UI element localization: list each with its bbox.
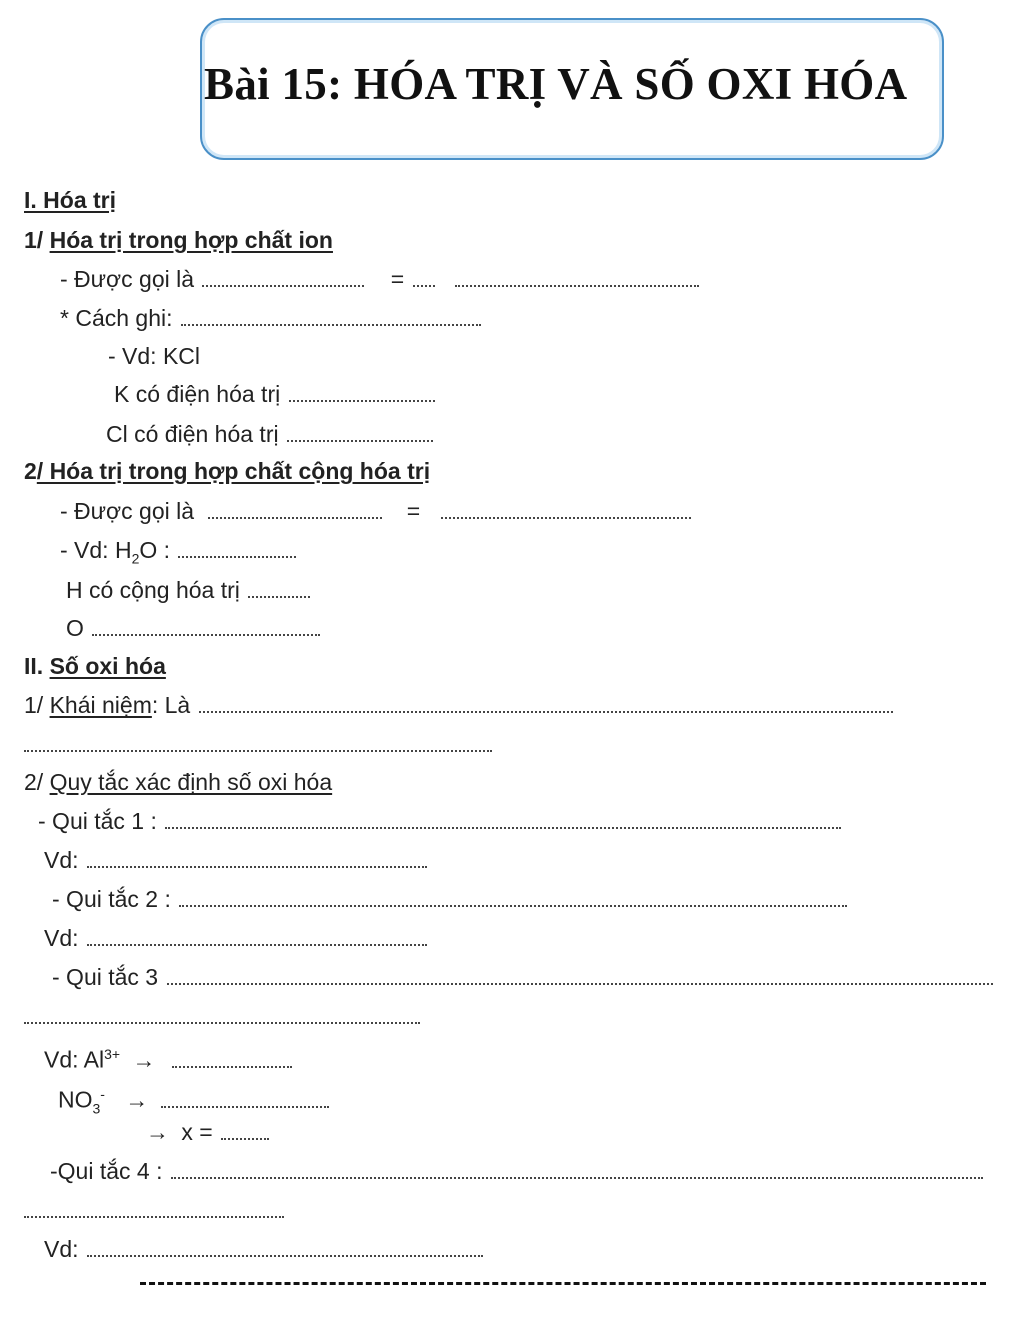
sub1-heading-row	[24, 226, 333, 254]
rule-1-example-row	[44, 846, 429, 874]
sub2-example-prefix: - Vd: H	[60, 537, 132, 563]
k-valence-row	[114, 380, 437, 408]
blank-field[interactable]	[289, 396, 435, 402]
blank-field[interactable]	[167, 979, 993, 985]
rule-3-continuation-row	[24, 1002, 420, 1030]
blank-field[interactable]	[171, 1173, 983, 1179]
cl-valence-row	[106, 420, 435, 448]
rule-3-example-label: Vd: Al	[44, 1046, 105, 1073]
sub2-example-suffix: O :	[139, 537, 171, 563]
blank-field[interactable]	[179, 901, 847, 907]
blank-field[interactable]	[165, 823, 841, 829]
blank-field[interactable]	[287, 436, 433, 442]
blank-field[interactable]	[221, 1134, 269, 1140]
rule-2-example-row	[44, 924, 429, 952]
sub2-example-subscript: 2	[131, 550, 140, 567]
o-valence-label: O	[66, 615, 84, 641]
sub2-example-row	[60, 536, 298, 573]
blank-field[interactable]	[24, 1018, 420, 1024]
concept-suffix: : Là	[151, 692, 191, 718]
section-2-heading: Số oxi hóa	[49, 653, 166, 679]
blank-field[interactable]	[172, 1062, 292, 1068]
sub1-howto-row	[60, 304, 483, 332]
blank-field[interactable]	[441, 513, 691, 519]
x-equation-row	[146, 1118, 271, 1146]
h-valence-label: H có cộng hóa trị	[66, 577, 240, 603]
x-equation-label: x =	[181, 1119, 213, 1145]
blank-field[interactable]	[199, 707, 893, 713]
concept-row	[24, 691, 895, 719]
nitrate-formula: NO	[58, 1086, 93, 1113]
concept-continuation-row	[24, 730, 492, 758]
blank-field[interactable]	[87, 940, 427, 946]
blank-field[interactable]	[208, 513, 382, 519]
sub2-called-label: - Được gọi là	[60, 498, 195, 524]
arrow-icon: →	[146, 1119, 169, 1145]
rules-prefix: 2/	[24, 769, 50, 795]
sub2-called-row	[60, 497, 693, 525]
rule-3-example-row	[44, 1040, 294, 1074]
rule-2-label: - Qui tắc 2 :	[52, 886, 171, 912]
rule-3-row	[52, 963, 995, 991]
blank-field[interactable]	[87, 862, 427, 868]
arrow-icon: →	[125, 1086, 149, 1113]
sub2-heading-row	[24, 457, 430, 485]
rule-2-example-label: Vd:	[44, 925, 79, 951]
concept-label: Khái niệm	[49, 692, 152, 718]
rule-2-row	[52, 885, 849, 913]
h-valence-row	[66, 576, 312, 604]
rule-4-continuation-row	[24, 1196, 284, 1224]
blank-field[interactable]	[413, 281, 435, 287]
sub1-called-label: - Được gọi là	[60, 266, 195, 292]
nitrate-row	[58, 1080, 331, 1122]
blank-field[interactable]	[87, 1251, 483, 1257]
rule-1-label: - Qui tắc 1 :	[38, 808, 157, 834]
rule-4-example-row	[44, 1235, 485, 1263]
rule-4-label: -Qui tắc 4 :	[50, 1158, 163, 1184]
sub1-number: 1/	[24, 227, 50, 253]
sub1-howto-label: * Cách ghi:	[60, 305, 173, 331]
k-valence-label: K có điện hóa trị	[114, 381, 281, 407]
rule-4-row	[50, 1157, 985, 1185]
blank-field[interactable]	[181, 320, 481, 326]
nitrate-subscript: 3	[92, 1100, 101, 1117]
equals-sign: =	[406, 498, 421, 524]
sub1-called-row	[60, 265, 701, 293]
blank-field[interactable]	[178, 552, 296, 558]
sub2-number: 2	[24, 458, 37, 484]
al-charge: 3+	[104, 1046, 121, 1062]
section-2-number: II.	[24, 653, 50, 679]
section-1-heading: I. Hóa trị	[24, 187, 117, 213]
blank-field[interactable]	[92, 630, 320, 636]
blank-field[interactable]	[248, 592, 310, 598]
blank-field[interactable]	[24, 1212, 284, 1218]
rules-heading-row	[24, 768, 332, 796]
cl-valence-label: Cl có điện hóa trị	[106, 421, 279, 447]
end-divider	[140, 1282, 986, 1285]
rule-1-row	[38, 807, 843, 835]
sub1-example: - Vd: KCl	[108, 343, 201, 369]
rule-1-example-label: Vd:	[44, 847, 79, 873]
rules-heading: Quy tắc xác định số oxi hóa	[49, 769, 333, 795]
sub1-heading: Hóa trị trong hợp chất ion	[49, 227, 333, 253]
equals-sign: =	[390, 266, 405, 292]
blank-field[interactable]	[455, 281, 699, 287]
arrow-icon: →	[132, 1046, 156, 1073]
nitrate-charge: -	[100, 1086, 105, 1102]
page-title: Bài 15: HÓA TRỊ VÀ SỐ OXI HÓA	[204, 59, 908, 109]
blank-field[interactable]	[24, 746, 492, 752]
section-2-heading-row	[24, 652, 166, 680]
blank-field[interactable]	[161, 1102, 329, 1108]
blank-field[interactable]	[202, 281, 364, 287]
o-valence-row	[66, 614, 322, 642]
concept-prefix: 1/	[24, 692, 50, 718]
rule-4-example-label: Vd:	[44, 1236, 79, 1262]
sub2-heading: / Hóa trị trong hợp chất cộng hóa trị	[36, 458, 431, 484]
rule-3-label: - Qui tắc 3	[52, 964, 159, 990]
